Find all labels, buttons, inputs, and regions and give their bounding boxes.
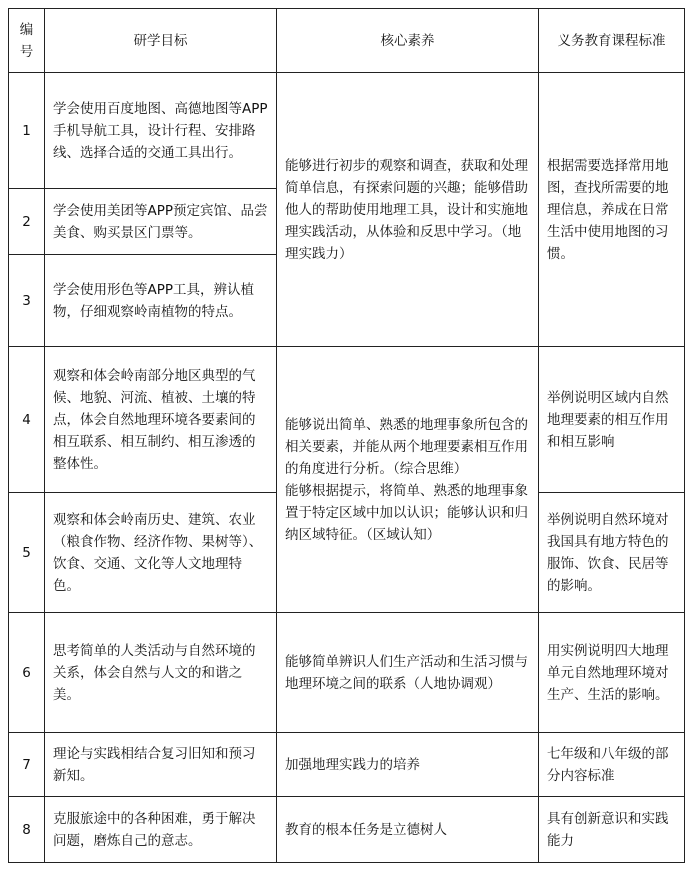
core-row-7: 加强地理实践力的培养: [277, 733, 539, 797]
table-row: [9, 73, 685, 189]
header-row: [9, 9, 685, 73]
table-row: [9, 733, 685, 797]
row-goal: 观察和体会岭南历史、建筑、农业（粮食作物、经济作物、果树等）、饮食、交通、文化等人文地理特色。: [45, 493, 277, 613]
table-row: [9, 347, 685, 493]
core-literacy-practice: 能够进行初步的观察和调查，获取和处理简单信息，有探索问题的兴趣；能够借助他人的帮助使用地理工具，设计和实施地理实践活动，从体验和反思中学习。（地理实践力）: [277, 73, 539, 347]
row-goal: 理论与实践相结合复习旧知和预习新知。: [45, 733, 277, 797]
row-goal: 克服旅途中的各种困难，勇于解决问题，磨炼自己的意志。: [45, 797, 277, 863]
core-row-8: 教育的根本任务是立德树人: [277, 797, 539, 863]
row-goal: 学会使用形色等APP工具，辨认植物，仔细观察岭南植物的特点。: [45, 255, 277, 347]
core-literacy-comprehensive: 能够说出简单、熟悉的地理事象所包含的相关要素，并能从两个地理要素相互作用的角度进行分析。（综合思维）: [285, 416, 528, 477]
standard-row-6: 用实例说明四大地理单元自然地理环境对生产、生活的影响。: [539, 613, 685, 733]
standard-row-4: 举例说明区域内自然地理要素的相互作用和相互影响: [539, 347, 685, 493]
row-num: 2: [9, 189, 45, 255]
standard-row-5: 举例说明自然环境对我国具有地方特色的服饰、饮食、民居等的影响。: [539, 493, 685, 613]
row-num: 7: [9, 733, 45, 797]
standard-map-use: 根据需要选择常用地图，查找所需要的地理信息，养成在日常生活中使用地图的习惯。: [539, 73, 685, 347]
table-row: [9, 613, 685, 733]
standard-row-7: 七年级和八年级的部分内容标准: [539, 733, 685, 797]
header-standard: 义务教育课程标准: [539, 9, 685, 73]
row-goal: 学会使用百度地图、高德地图等APP手机导航工具，设计行程、安排路线、选择合适的交通工具出行。: [45, 73, 277, 189]
row-goal: 观察和体会岭南部分地区典型的气候、地貌、河流、植被、土壤的特点，体会自然地理环境各要素间的相互联系、相互制约、相互渗透的整体性。: [45, 347, 277, 493]
standard-row-8: 具有创新意识和实践能力: [539, 797, 685, 863]
core-literacy-human-earth: 能够简单辨识人们生产活动和生活习惯与地理环境之间的联系（人地协调观）: [277, 613, 539, 733]
row-num: 6: [9, 613, 45, 733]
header-core: 核心素养: [277, 9, 539, 73]
table-row: [9, 797, 685, 863]
row-num: 1: [9, 73, 45, 189]
row-num: 4: [9, 347, 45, 493]
row-goal: 学会使用美团等APP预定宾馆、品尝美食、购买景区门票等。: [45, 189, 277, 255]
core-literacy-cell: [277, 347, 539, 613]
row-num: 8: [9, 797, 45, 863]
header-num: 编号: [9, 9, 45, 73]
research-goals-table: [8, 8, 685, 863]
header-goal: 研学目标: [45, 9, 277, 73]
row-num: 5: [9, 493, 45, 613]
row-goal: 思考简单的人类活动与自然环境的关系，体会自然与人文的和谐之美。: [45, 613, 277, 733]
row-num: 3: [9, 255, 45, 347]
core-literacy-regional: 能够根据提示，将简单、熟悉的地理事象置于特定区域中加以认识；能够认识和归纳区域特征。（区域认知）: [285, 482, 528, 543]
